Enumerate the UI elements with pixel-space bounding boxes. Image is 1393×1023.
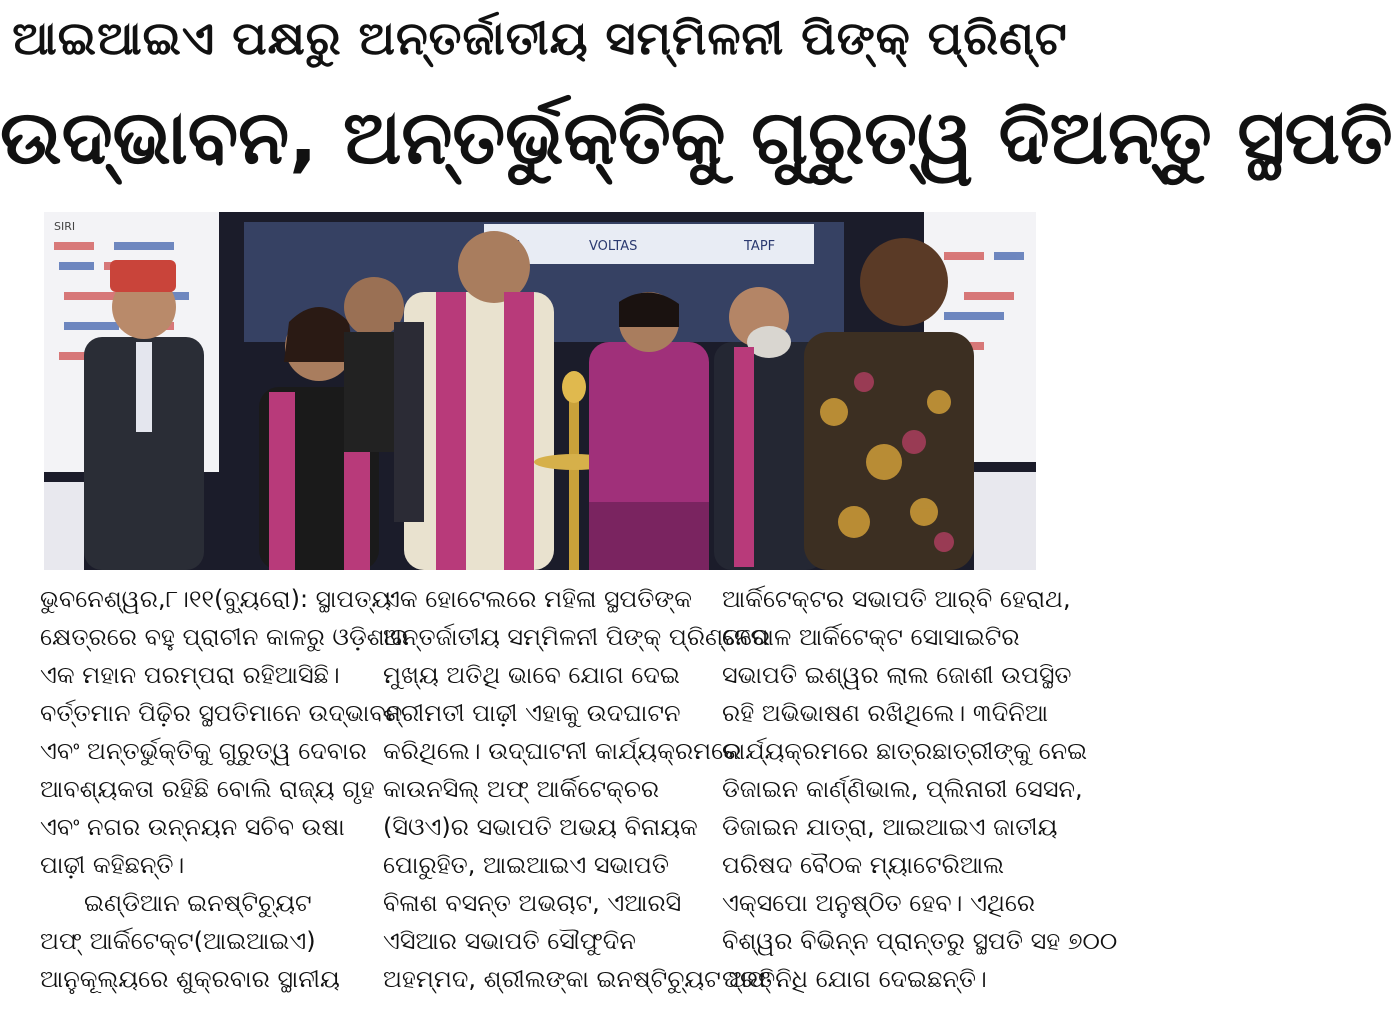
text-line: ଅଫ୍ ଆର୍କିଟେକ୍ଟ(ଆଇଆଇଏ) [40, 927, 316, 955]
news-photo [44, 212, 1036, 570]
article-column-1 [40, 580, 409, 1020]
text-line: ଶ୍ରୀମତୀ ପାଢ଼ୀ ଏହାକୁ ଉଦଘାଟନ [383, 699, 681, 727]
kicker-headline: ଆଇଆଇଏ ପକ୍ଷରୁ ଅନ୍ତର୍ଜାତୀୟ ସମ୍ମିଳନୀ ପିଙ୍କ୍ ପ୍ରିଣ୍ଟ [12, 11, 1068, 65]
text-line: ପ୍ରତିନିଧି ଯୋଗ ଦେଇଛନ୍ତି। [722, 965, 987, 993]
text-line: ଏସିଆର ସଭାପତି ସୌଫୁଦିନ [383, 927, 636, 955]
banner-text-voltas: VOLTAS [589, 239, 638, 254]
text-line: ସଭାପତି ଇଶ୍ୱର ଲାଲ ଜୋଶୀ ଉପସ୍ଥିତ [722, 661, 1072, 689]
article-column-2 [383, 580, 771, 1020]
text-line: ଏକ୍ସପୋ ଅନୁଷ୍ଠିତ ହେବ। ଏଥିରେ [722, 889, 1036, 917]
text-line: କାଉନସିଲ୍ ଅଫ୍ ଆର୍କିଟେକ୍ଚର [383, 775, 660, 803]
text-line: ଅନ୍ତର୍ଜାତୀୟ ସମ୍ମିଳନୀ ପିଙ୍କ୍ ପ୍ରିଣ୍ଟରେ [383, 623, 771, 651]
text-line: ଭୁବନେଶ୍ୱର,୮।୧୧(ବ୍ୟୁରୋ): ସ୍ଥାପତ୍ୟ [40, 585, 392, 613]
text-line: ବିଶ୍ୱର ବିଭିନ୍ନ ପ୍ରାନ୍ତରୁ ସ୍ଥପତି ସହ ୭୦୦ [722, 927, 1118, 955]
text-line: ଅହମ୍ମଦ, ଶ୍ରୀଲଙ୍କା ଇନଷ୍ଟିଚ୍ୟୁଟ ଅଫ୍ [383, 965, 771, 993]
text-line: (ସିଓଏ)ର ସଭାପତି ଅଭୟ ବିନାୟକ [383, 813, 698, 841]
text-line: ନେପାଳ ଆର୍କିଟେକ୍ଟ ସୋସାଇଟିର [722, 623, 1020, 651]
text-line: ଆର୍କିଟେକ୍ଟର ସଭାପତି ଆର୍‌ବି ହେରାଥ, [722, 585, 1071, 613]
text-line: ବର୍ତ୍ତମାନ ପିଢ଼ିର ସ୍ଥପତିମାନେ ଉଦ୍ଭାବନ [40, 699, 403, 727]
banner-text-tapf: TAPF [744, 239, 776, 254]
text-line: ପାଢ଼ୀ କହିଛନ୍ତି। [40, 851, 185, 879]
text-line: ପୋରୁହିତ, ଆଇଆଇଏ ସଭାପତି [383, 851, 669, 879]
text-line: କରିଥିଲେ। ଉଦ୍‌ଘାଟନୀ କାର୍ଯ୍ୟକ୍ରମରେ [383, 737, 742, 765]
text-line: ଆବଶ୍ୟକତା ରହିଛି ବୋଲି ରାଜ୍ୟ ଗୃହ [40, 775, 375, 803]
main-headline: ଉଦ୍ଭାବନ, ଅନ୍ତର୍ଭୁକ୍ତିକୁ ଗୁରୁତ୍ୱ ଦିଅନ୍ତୁ ସ୍ଥପତି [0, 95, 1393, 181]
article-column-3 [722, 580, 1118, 1020]
text-line: ରହି ଅଭିଭାଷଣ ରଖିଥିଲେ। ୩ଦିନିଆ [722, 699, 1049, 727]
text-line: ପରିଷଦ ବୈଠକ ମ୍ୟାଟେରିଆଲ [722, 851, 1004, 879]
text-line: ବିଳାଶ ବସନ୍ତ ଅଭଚାଟ, ଏଆରସି [383, 889, 682, 917]
text-line: ଏକ ହୋଟେଲରେ ମହିଳା ସ୍ଥପତିଙ୍କ [383, 585, 693, 613]
text-line: କ୍ଷେତ୍ରରେ ବହୁ ପ୍ରାଚୀନ କାଳରୁ ଓଡ଼ିଶାର [40, 623, 409, 651]
text-line: ଏବଂ ନଗର ଉନ୍ନୟନ ସଚିବ ଉଷା [40, 813, 345, 841]
text-line: କାର୍ଯ୍ୟକ୍ରମରେ ଛାତ୍ରଛାତ୍ରୀଙ୍କୁ ନେଇ [722, 737, 1088, 765]
text-line: ଡିଜାଇନ ଯାତ୍ରା, ଆଇଆଇଏ ଜାତୀୟ [722, 813, 1058, 841]
text-line: ଆନୁକୂଲ୍ୟରେ ଶୁକ୍ରବାର ସ୍ଥାନୀୟ [40, 965, 340, 993]
banner-text-siri: SIRI [54, 220, 76, 233]
text-line: ଏବଂ ଅନ୍ତର୍ଭୁକ୍ତିକୁ ଗୁରୁତ୍ୱ ଦେବାର [40, 737, 367, 765]
text-line: ମୁଖ୍ୟ ଅତିଥି ଭାବେ ଯୋଗ ଦେଇ [383, 661, 680, 689]
text-line: ଏକ ମହାନ ପରମ୍ପରା ରହିଆସିଛି। [40, 661, 340, 689]
text-line: ଇଣ୍ଡିଆନ ଇନଷ୍ଟିଚ୍ୟୁଟ [84, 889, 312, 917]
text-line: ଡିଜାଇନ କାର୍ଣ୍ଣିଭାଲ, ପ୍ଲିନାରୀ ସେସନ, [722, 775, 1083, 803]
